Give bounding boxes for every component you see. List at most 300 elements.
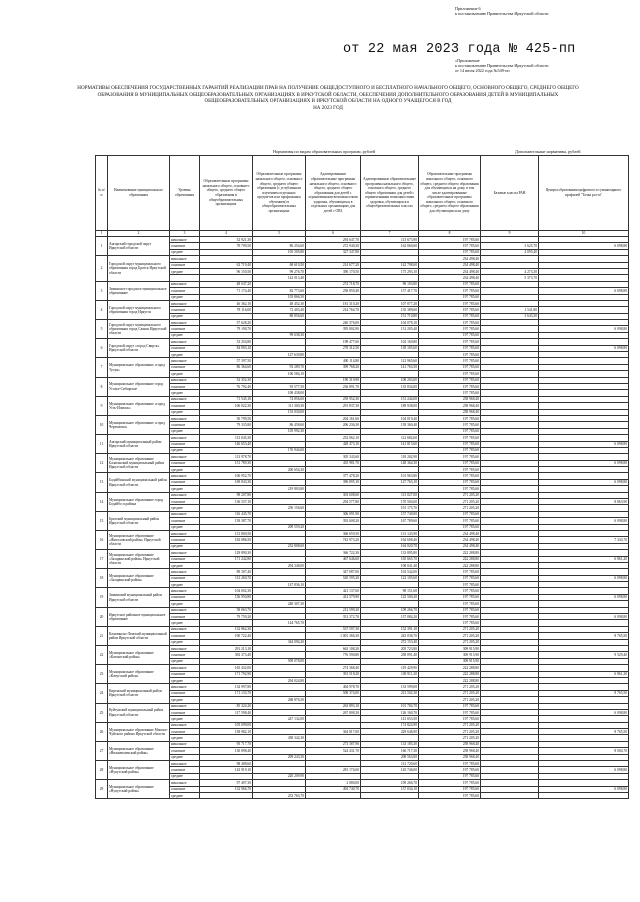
standard-value: 82 773,60 (253, 288, 306, 294)
education-level: начальное (170, 454, 200, 460)
standard-value: 169 843,30 (200, 479, 253, 485)
standard-value: 197 785,60 (419, 511, 481, 517)
standard-value: 197 785,60 (419, 479, 481, 485)
education-level: среднее (170, 582, 200, 588)
standard-value (481, 792, 539, 798)
standard-value: 366 722,30 (306, 550, 361, 556)
standard-value: 112 720,60 (361, 761, 419, 767)
municipality-name: Муниципальное образование «Качугский район» (108, 665, 170, 684)
standard-value: 134 997,80 (200, 684, 253, 690)
standard-value: 271 205,20 (419, 492, 481, 498)
row-number: 18 (96, 569, 108, 588)
education-level: среднее (170, 735, 200, 741)
municipality-name: Городской округ муниципального образования город Братск Иркутской области (108, 256, 170, 282)
column-number: 3 (170, 231, 200, 237)
standard-value: 132 862,30 (200, 626, 253, 632)
standard-value: 197 785,60 (419, 281, 481, 287)
standard-value: 278 312,50 (306, 345, 361, 351)
row-number: 22 (96, 646, 108, 665)
standard-value: 6 098,80 (539, 614, 629, 620)
standard-value: 151 244,00 (361, 396, 419, 402)
row-number: 1 (96, 237, 108, 256)
standard-value: 222 288,80 (419, 550, 481, 556)
education-level: среднее (170, 371, 200, 377)
education-level: начальное (170, 377, 200, 383)
standard-value: 86 254,60 (253, 243, 306, 249)
municipality-name: Городской округ муниципального образования город Саянск Иркутской области (108, 320, 170, 339)
standard-value: 239 952,30 (306, 396, 361, 402)
table-body (96, 237, 629, 799)
standard-value: 271 205,20 (419, 633, 481, 639)
standard-value: 171 242,80 (200, 556, 253, 562)
education-level: начальное (170, 281, 200, 287)
standard-value: 166 717,30 (361, 748, 419, 754)
standard-value: 136 337,10 (200, 499, 253, 505)
row-number: 14 (96, 492, 108, 511)
standard-value: 234 498,40 (419, 530, 481, 536)
standard-value: 106 584,10 (253, 371, 306, 377)
standard-value: 79 190,70 (200, 326, 253, 332)
table-header-row (96, 156, 629, 231)
education-level: начальное (170, 435, 200, 441)
education-level: начальное (170, 626, 200, 632)
standard-value: 197 785,60 (419, 524, 481, 530)
standard-value: 294 647,70 (306, 237, 361, 243)
education-level: основное (170, 288, 200, 294)
standard-value: 118 202,90 (361, 454, 419, 460)
standard-value: 421 137,60 (306, 588, 361, 594)
education-level: начальное (170, 473, 200, 479)
standard-value (361, 792, 419, 798)
education-level: основное (170, 690, 200, 696)
standard-value: 98 488,60 (200, 761, 253, 767)
standard-value: 412 579,90 (306, 594, 361, 600)
standard-value: 78 116,00 (200, 307, 253, 313)
standard-value: 102 542,00 (361, 569, 419, 575)
education-level: среднее (170, 390, 200, 396)
standard-value: 306 091,90 (306, 511, 361, 517)
standard-value: 247 132,00 (253, 716, 306, 722)
standard-value: 327 347,80 (306, 249, 361, 255)
standard-value: 113 673,90 (361, 237, 419, 243)
standard-value: 98 207,80 (200, 492, 253, 498)
education-level: основное (170, 767, 200, 773)
municipality-name: Иркутское районное муниципальное образование (108, 607, 170, 626)
standard-value: 428 473,10 (306, 441, 361, 447)
municipality-name: Муниципальное образование Мамско-Чуйского района Иркутской области (108, 722, 170, 741)
standard-value: 104 002,30 (200, 588, 253, 594)
standard-value: 8 765,50 (539, 729, 629, 735)
standard-value: 366 659,50 (306, 530, 361, 536)
standard-value: 197 785,60 (419, 237, 481, 243)
standard-value: 252 062,10 (306, 435, 361, 441)
standard-value: 152 391,10 (361, 626, 419, 632)
standard-value: 6 098,80 (539, 441, 629, 447)
standard-value: 214 764,70 (306, 307, 361, 313)
education-level: среднее (170, 697, 200, 703)
column-number: 4 (200, 231, 253, 237)
education-level: основное (170, 614, 200, 620)
standard-value: 89 307,40 (200, 569, 253, 575)
standard-value: 524 431,70 (306, 748, 361, 754)
standard-value: 392 608,20 (306, 518, 361, 524)
education-level: основное (170, 364, 200, 370)
standard-value: 663 108,20 (306, 646, 361, 652)
standard-value: 146 653,40 (200, 441, 253, 447)
standard-value: 157 417,70 (361, 288, 419, 294)
standard-value: 1 541,80 (481, 307, 539, 313)
education-level: основное (170, 786, 200, 792)
standard-value: 142 798,60 (361, 262, 419, 268)
education-level: основное (170, 441, 200, 447)
education-level: основное (170, 671, 200, 677)
title-line: ОБЩЕОБРАЗОВАТЕЛЬНЫХ ОРГАНИЗАЦИЯХ В ИРКУТСКОЙ ОБЛАСТИ НА ОДНОГО УЧАЩЕГОСЯ В ГОД (204, 98, 452, 105)
education-level: основное (170, 262, 200, 268)
education-level: начальное (170, 492, 200, 498)
standard-value: 50 799,50 (200, 415, 253, 421)
education-level: начальное (170, 415, 200, 421)
municipality-name: Ангарский городской округ Иркутской области (108, 237, 170, 256)
education-level: среднее (170, 428, 200, 434)
education-level: среднее (170, 562, 200, 568)
standard-value: 197 785,60 (419, 352, 481, 358)
standard-value: 6 098,80 (539, 460, 629, 466)
education-level: начальное (170, 256, 200, 262)
annex-original-line: от 14 июля 2022 года №549-пп (455, 68, 510, 74)
standard-value: 197 785,60 (419, 607, 481, 613)
standard-value: 122 105,60 (361, 575, 419, 581)
standard-value: 53 254,80 (200, 339, 253, 345)
standard-value: 6 098,80 (539, 709, 629, 715)
standard-value: 213 502,30 (361, 690, 419, 696)
standard-value: 197 785,60 (419, 780, 481, 786)
standard-value: 7 343,70 (539, 537, 629, 543)
standard-value: 104 019,40 (361, 415, 419, 421)
standard-value (200, 792, 253, 798)
standard-value: 86 458,60 (253, 422, 306, 428)
municipality-name: Муниципальное образование «Катангский район» (108, 646, 170, 665)
standard-value: 197 785,60 (419, 518, 481, 524)
education-level: начальное (170, 588, 200, 594)
annex-original-line: «Приложение (455, 58, 480, 63)
standard-value: 137 034,10 (361, 786, 419, 792)
standard-value: 234 498,40 (419, 268, 481, 274)
standard-value: 151 789,30 (200, 460, 253, 466)
municipality-name: Киренский муниципальный район Иркутской области (108, 684, 170, 703)
standard-value: 88 856,60 (253, 313, 306, 319)
standard-value: 234 498,40 (419, 256, 481, 262)
standard-value: 189 938,00 (361, 403, 419, 409)
education-level: среднее (170, 294, 200, 300)
standard-value: 6 098,80 (539, 767, 629, 773)
standard-value: 272 940,30 (306, 243, 361, 249)
standard-value: 197 785,60 (419, 383, 481, 389)
standards-table-area (95, 148, 628, 892)
standard-value: 8 004,70 (539, 748, 629, 754)
standard-value: 309 915,90 (419, 646, 481, 652)
education-level: начальное (170, 530, 200, 536)
standard-value: 236 891,70 (306, 383, 361, 389)
education-level: основное (170, 556, 200, 562)
standard-value: 125 500,20 (361, 594, 419, 600)
standard-value: 291 837,30 (306, 403, 361, 409)
education-level: среднее (170, 313, 200, 319)
standard-value: 258 968,40 (419, 396, 481, 402)
standard-value: 435 981,70 (306, 460, 361, 466)
standard-value: 113 045,30 (200, 435, 253, 441)
standard-value: 209 243,50 (253, 754, 306, 760)
standard-value: 197 785,60 (419, 473, 481, 479)
standard-value: 197 785,60 (419, 486, 481, 492)
standard-value: 52 921,30 (200, 237, 253, 243)
standard-value: 197 785,60 (419, 786, 481, 792)
standard-value: 197 785,60 (419, 447, 481, 453)
standard-value: 258 968,40 (419, 748, 481, 754)
standard-value: 135 834,00 (361, 383, 419, 389)
standard-value: 106 952,70 (200, 473, 253, 479)
standard-value: 243 036,70 (361, 633, 419, 639)
standard-value: 197 785,60 (419, 320, 481, 326)
row-number: 16 (96, 530, 108, 549)
standard-value: 104 078,10 (361, 320, 419, 326)
standard-value: 197 785,60 (419, 371, 481, 377)
row-number: 6 (96, 339, 108, 358)
title-line: НА 2023 ГОД (313, 104, 343, 111)
standard-value: 78 709,50 (200, 243, 253, 249)
row-number: 25 (96, 703, 108, 722)
standard-value: 93 289,70 (253, 364, 306, 370)
education-level: среднее (170, 543, 200, 549)
standard-value: 222 288,80 (419, 665, 481, 671)
row-number: 5 (96, 320, 108, 339)
education-level: основное (170, 575, 200, 581)
standard-value: 303 608,60 (306, 492, 361, 498)
standard-value: 6 098,80 (539, 575, 629, 581)
standard-value: 62 719,40 (200, 262, 253, 268)
title-line: ОБРАЗОВАНИЯ В МУНИЦИПАЛЬНЫХ ОБЩЕОБРАЗОВАТЕЛЬНЫХ ОРГАНИЗАЦИЯХ В ИРКУТСКОЙ ОБЛАСТИ, ОБЕСПЕЧЕНИЯ ДОПОЛНИТЕЛЬНОГО ОБРАЗОВАНИЯ ДЕТЕЙ В МУНИЦИПАЛЬНЫХ (97, 91, 559, 98)
column-number: 7 (361, 231, 419, 237)
column-header: Уровень образования (170, 156, 200, 231)
standard-value: 131 143,90 (361, 530, 419, 536)
standard-value: 141 815,60 (361, 441, 419, 447)
standard-value: 8 765,50 (539, 633, 629, 639)
standard-value: 309 915,90 (419, 652, 481, 658)
standard-value: 197 785,60 (419, 614, 481, 620)
standard-value: 392 373,40 (200, 652, 253, 658)
standard-value: 116 445,70 (200, 511, 253, 517)
standard-value: 108 041,40 (361, 562, 419, 568)
standard-value: 191 175,70 (361, 505, 419, 511)
standard-value: 46 362,10 (200, 300, 253, 306)
standard-value: 113 027,00 (361, 492, 419, 498)
standard-value: 508 374,00 (306, 690, 361, 696)
standard-value: 141 763,50 (361, 364, 419, 370)
standard-value: 197 785,60 (419, 307, 481, 313)
education-level: начальное (170, 358, 200, 364)
standard-value: 197 785,60 (419, 345, 481, 351)
education-level: основное (170, 243, 200, 249)
education-level: среднее (170, 716, 200, 722)
standard-value: 157 740,00 (361, 511, 419, 517)
standard-value: 106 022,30 (200, 403, 253, 409)
standard-value: 197 785,60 (419, 422, 481, 428)
standard-value: 197 785,60 (419, 773, 481, 779)
standard-value: 174 824,90 (361, 722, 419, 728)
municipality-name: Муниципальное образование «Нижнеилимский район» (108, 741, 170, 760)
education-level: начальное (170, 607, 200, 613)
standard-value: 1 001 366,30 (306, 633, 361, 639)
standard-value: 6 098,80 (539, 786, 629, 792)
municipality-name: Зиминский муниципальный район Иркутской области (108, 588, 170, 607)
standard-value: 197 785,60 (419, 703, 481, 709)
standard-value: 197 785,60 (419, 575, 481, 581)
standard-value: 149 911,20 (361, 671, 419, 677)
standard-value: 364 817,00 (306, 729, 361, 735)
education-level: основное (170, 479, 200, 485)
education-level: среднее (170, 773, 200, 779)
standard-value: 238 850,40 (306, 288, 361, 294)
row-number: 26 (96, 722, 108, 741)
municipality-name: Городской округ «город Свирск» Иркутской области (108, 339, 170, 358)
standard-value: 133 599,00 (361, 684, 419, 690)
standard-value: 234 498,40 (419, 275, 481, 281)
standard-value: 281 174,60 (306, 767, 361, 773)
standard-value: 208 563,00 (361, 754, 419, 760)
standard-value: 197 785,60 (419, 569, 481, 575)
column-number: 10 (539, 231, 629, 237)
standard-value: 331 372,70 (306, 614, 361, 620)
standard-value: 138 982,10 (200, 729, 253, 735)
education-level: среднее (170, 601, 200, 607)
row-number: 3 (96, 281, 108, 300)
standard-value: 6 098,80 (539, 326, 629, 332)
education-level: начальное (170, 684, 200, 690)
standard-value: 8 863,90 (539, 499, 629, 505)
standard-value: 6 098,80 (539, 345, 629, 351)
standard-value: 127 763,10 (361, 479, 419, 485)
standard-value: 102 160,80 (361, 339, 419, 345)
standard-value: 135 389,60 (361, 307, 419, 313)
education-level: начальное (170, 780, 200, 786)
standard-value: 197 785,60 (419, 761, 481, 767)
standard-value: 263 893,10 (306, 703, 361, 709)
standard-value: 79 335,80 (200, 422, 253, 428)
standard-value: 6 861,20 (539, 556, 629, 562)
standard-value: 8 765,50 (539, 690, 629, 696)
column-number: 1 (96, 231, 108, 237)
standard-value: 6 098,80 (539, 594, 629, 600)
municipality-name: Казачинско-Ленский муниципальный район Иркутской области (108, 626, 170, 645)
annex-original-line: к постановлению Правительства Иркутской области (455, 63, 549, 69)
standard-value: 105 099,00 (200, 722, 253, 728)
standard-value: 72 403,40 (253, 307, 306, 313)
column-header: Образовательные программы начального общего, основного общего, среднего общего образования для обучающихся на дому, в том числе адаптированные образовательные программы начального общего, основного общего, среднего общего образования для обучающихся на дому (419, 156, 481, 231)
standard-value: 141 653,50 (361, 716, 419, 722)
standard-value: 271 205,20 (419, 639, 481, 645)
standard-value: 197 785,60 (419, 454, 481, 460)
standard-value: 164 608,40 (361, 537, 419, 543)
standard-value: 294 577,80 (306, 499, 361, 505)
standard-value: 404 978,70 (306, 684, 361, 690)
row-number: 23 (96, 665, 108, 684)
education-level: основное (170, 345, 200, 351)
standard-value: 142 013,40 (253, 275, 306, 281)
standard-value: 197 785,60 (419, 620, 481, 626)
standard-value: 271 205,20 (419, 729, 481, 735)
standard-value: 139 185,60 (361, 345, 419, 351)
standard-value: 197 785,60 (419, 358, 481, 364)
row-number: 24 (96, 684, 108, 703)
standard-value: 400 114,80 (306, 358, 361, 364)
annex-line: Приложение 6 (455, 6, 481, 11)
standard-value: 197 785,60 (419, 294, 481, 300)
standard-value: 271 205,20 (419, 735, 481, 741)
row-number: 10 (96, 415, 108, 434)
standard-value: 305 343,60 (306, 454, 361, 460)
standard-value: 197 785,60 (419, 588, 481, 594)
standard-value: 131 800,50 (200, 530, 253, 536)
standard-value: 113 978,70 (200, 454, 253, 460)
standard-value: 52 352,30 (200, 377, 253, 383)
standard-value: 395 802,90 (306, 326, 361, 332)
standard-value: 171 792,90 (200, 671, 253, 677)
education-level: начальное (170, 646, 200, 652)
standard-value: 197 785,60 (419, 377, 481, 383)
row-number: 27 (96, 741, 108, 760)
standard-value: 271 205,20 (419, 626, 481, 632)
standard-value: 294 348,00 (253, 562, 306, 568)
education-level: основное (170, 537, 200, 543)
row-number: 9 (96, 396, 108, 415)
standard-value: 133 185,30 (361, 741, 419, 747)
row-number: 17 (96, 550, 108, 569)
standard-value: 197 785,60 (419, 428, 481, 434)
standard-value: 133 895,80 (361, 550, 419, 556)
row-number: 8 (96, 377, 108, 396)
column-number: 2 (108, 231, 170, 237)
education-level: начальное (170, 550, 200, 556)
standard-value: 175 293,10 (361, 268, 419, 274)
standard-value: 143 919,10 (200, 767, 253, 773)
standard-value: 182 086,50 (200, 537, 253, 543)
column-header: Адаптированные образовательные программы начального общего, основного общего, среднего общего образования для детей с ограниченными возможностями здоровья, обучающихся в отдельных организациях для детей с ОВЗ (306, 156, 361, 231)
municipality-name: Муниципальное образование город Усолье-Сибирское (108, 377, 170, 396)
standard-value: 291 213,10 (200, 646, 253, 652)
row-number: 4 (96, 300, 108, 319)
standard-value: 205 723,80 (361, 646, 419, 652)
standard-value: 258 968,40 (419, 409, 481, 415)
education-level: основное (170, 709, 200, 715)
municipality-name: Муниципальное образование «Жигаловский район» Иркутской области (108, 530, 170, 549)
standard-value: 197 785,60 (419, 390, 481, 396)
standard-value: 126 160,70 (361, 709, 419, 715)
municipality-name: Муниципальное образование «Нукутский район» (108, 780, 170, 799)
decree-stamp: от 22 мая 2023 года № 425-пп (343, 42, 576, 57)
standard-value: 197 785,60 (419, 716, 481, 722)
standard-value: 537 597,30 (306, 626, 361, 632)
standard-value: 197 785,60 (419, 435, 481, 441)
standard-value: 176 944,60 (253, 447, 306, 453)
standard-value: 197 785,60 (419, 364, 481, 370)
standard-value: 2 080,00 (306, 780, 361, 786)
standard-value (306, 792, 361, 798)
standard-value: 197 785,60 (419, 326, 481, 332)
education-level: основное (170, 422, 200, 428)
standard-value: 271 205,20 (419, 690, 481, 696)
standard-value: 119 429,90 (361, 665, 419, 671)
education-level: среднее (170, 524, 200, 530)
standard-value: 274 718,70 (306, 281, 361, 287)
